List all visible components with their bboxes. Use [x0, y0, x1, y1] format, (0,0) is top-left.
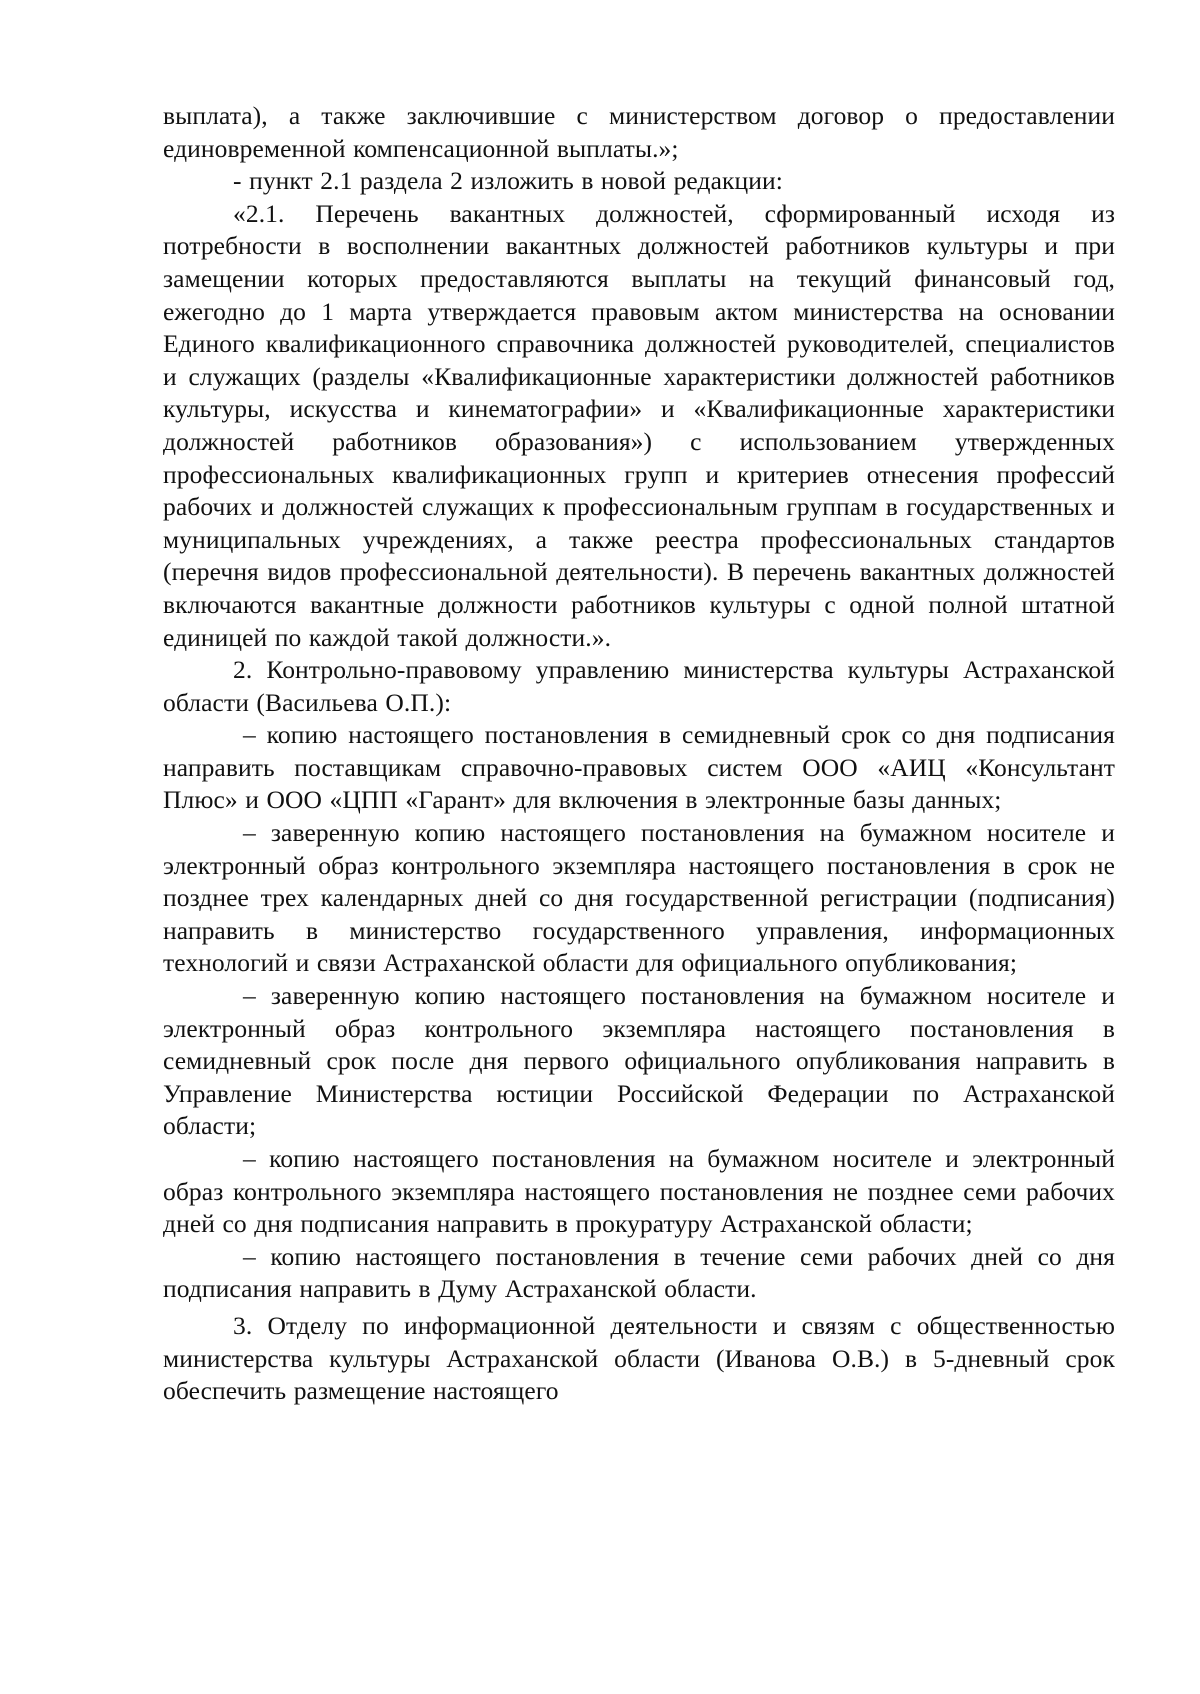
- paragraph-item-3: 3. Отделу по информационной деятельности и связям с общественностью министерства культуры Астраханской области (Иванова О.В.) в 5-дневный срок обеспечить размещение настоящего: [163, 1310, 1115, 1406]
- paragraph-continuation: выплата), а также заключившие с министерством договор о предоставлении единовременной компенсационной выплаты.»;: [163, 101, 1115, 163]
- paragraph-item-2: 2. Контрольно-правовому управлению министерства культуры Астраханской области (Васильева О.П.):: [163, 655, 1115, 717]
- paragraph-item-2-dash-1: – копию настоящего постановления в семидневный срок со дня подписания направить поставщикам справочно-правовых систем ООО «АИЦ «Консультант Плюс» и ООО «ЦПП «Гарант» для включения в электронные базы данных;: [163, 720, 1115, 815]
- paragraph-item-2-dash-3: – заверенную копию настоящего постановления на бумажном носителе и электронный образ контрольного экземпляра настоящего постановления в семидневный срок после дня первого официального опубликования направить в Управление Министерства юстиции Российской Федерации по Астраханской области;: [163, 981, 1115, 1141]
- paragraph-item-2-dash-4: – копию настоящего постановления на бумажном носителе и электронный образ контрольного экземпляра настоящего постановления не позднее семи рабочих дней со дня подписания направить в прокуратуру Астраханской области;: [163, 1144, 1115, 1239]
- document-body: [163, 100, 1115, 1408]
- paragraph-item-2-dash-2: – заверенную копию настоящего постановления на бумажном носителе и электронный образ контрольного экземпляра настоящего постановления в срок не позднее трех календарных дней со дня государственной регистрации (подписания) направить в министерство государственного управления, информационных технологий и связи Астраханской области для официального опубликования;: [163, 818, 1115, 978]
- paragraph-clause-2-1: «2.1. Перечень вакантных должностей, сформированный исходя из потребности в восполнении вакантных должностей работников культуры и при замещении которых предоставляются выплаты на текущий финансовый год, ежегодно до 1 марта утверждается правовым актом министерства на основании Единого квалификационного справочника должностей руководителей, специалистов и служащих (разделы «Квалификационные характеристики должностей работников культуры, искусства и кинематографии» и «Квалификационные характеристики должностей работников образования») с использованием утвержденных профессиональных квалификационных групп и критериев отнесения профессий рабочих и должностей служащих к профессиональным группам в государственных и муниципальных учреждениях, а также реестра профессиональных стандартов (перечня видов профессиональной деятельности). В перечень вакантных должностей включаются вакантные должности работников культуры с одной полной штатной единицей по каждой такой должности.».: [163, 198, 1115, 652]
- paragraph-item-2-dash-5: – копию настоящего постановления в течение семи рабочих дней со дня подписания направить в Думу Астраханской области.: [163, 1241, 1115, 1304]
- paragraph-amendment-intro: - пункт 2.1 раздела 2 изложить в новой редакции:: [233, 166, 783, 196]
